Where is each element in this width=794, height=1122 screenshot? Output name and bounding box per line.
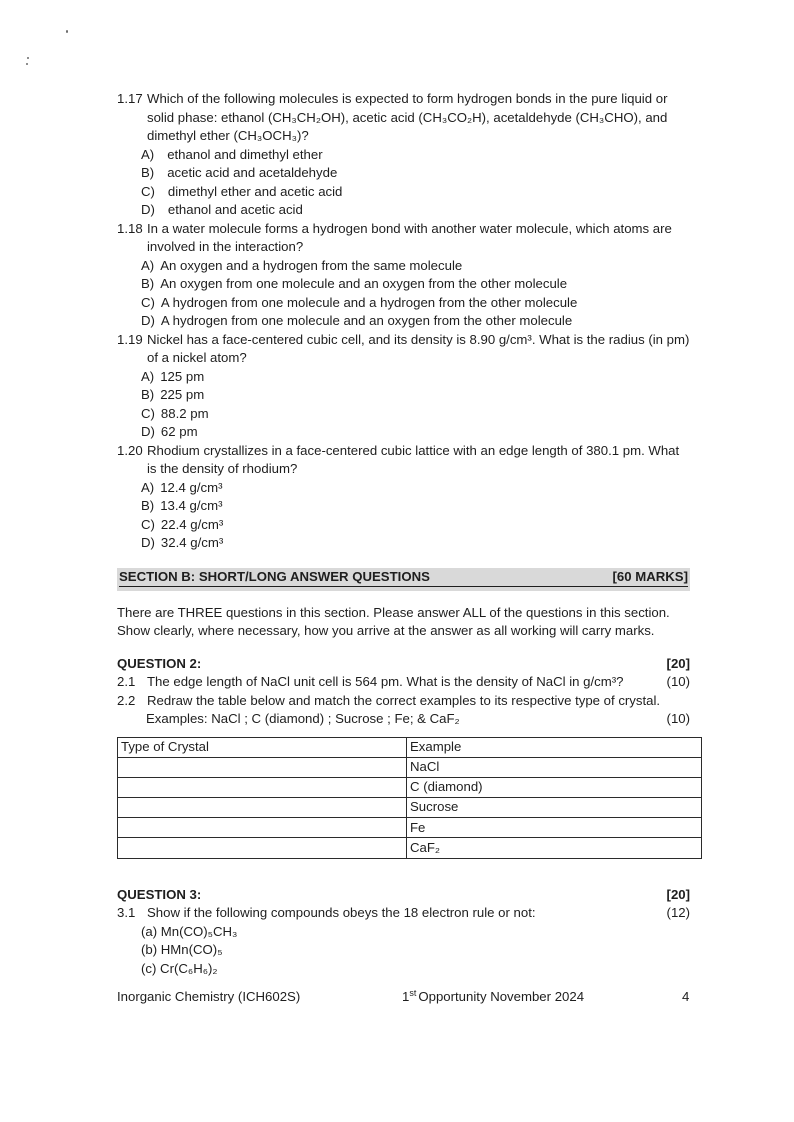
compound-a: (a) Mn(CO)₅CH₃ bbox=[141, 923, 238, 939]
option-text: An oxygen from one molecule and an oxygen from the other molecule bbox=[160, 276, 568, 291]
footer-course: Inorganic Chemistry (ICH602S) bbox=[117, 989, 301, 1004]
option-text: 125 pm bbox=[160, 368, 205, 384]
footer-exam-session bbox=[402, 988, 584, 1007]
table-header-example: Example bbox=[407, 737, 702, 757]
question-3-block bbox=[117, 886, 690, 979]
table-cell-example: NaCl bbox=[407, 757, 702, 777]
item-text: Redraw the table below and match the correct examples to its respective type of crystal. bbox=[147, 692, 661, 708]
table-cell-empty bbox=[118, 838, 407, 858]
option-label: B) bbox=[141, 276, 155, 291]
table-cell-example: C (diamond) bbox=[407, 777, 702, 797]
question-number: 1.19 bbox=[117, 331, 143, 347]
option-label: D) bbox=[141, 535, 155, 550]
option-text: ethanol and dimethyl ether bbox=[167, 146, 323, 162]
option-label: A) bbox=[141, 479, 155, 495]
option-label: A) bbox=[141, 368, 155, 384]
compound-c: (c) Cr(C₆H₆)₂ bbox=[141, 960, 218, 976]
scan-artifact bbox=[26, 63, 28, 65]
option-c bbox=[141, 516, 690, 535]
table-header-type: Type of Crystal bbox=[118, 737, 407, 757]
option-label: D) bbox=[141, 202, 155, 217]
question-text: In a water molecule forms a hydrogen bond with another water molecule, which atoms are involved in the interaction? bbox=[147, 220, 672, 254]
question-2-block bbox=[117, 655, 690, 859]
question-text: Which of the following molecules is expected to form hydrogen bonds in the pure liquid or solid phase: ethanol (CH₃CH₂OH), acetic acid (CH₃CO₂H), acetaldehyde (CH₃CHO), and dimethyl ether (CH₃OCH₃)? bbox=[147, 91, 668, 143]
table-cell-example: Fe bbox=[407, 818, 702, 838]
table-header-row bbox=[118, 737, 702, 757]
option-label: C) bbox=[141, 405, 155, 421]
question-number: 1.18 bbox=[117, 220, 143, 236]
option-c bbox=[141, 405, 690, 424]
table-row bbox=[118, 757, 702, 777]
item-marks: (12) bbox=[666, 905, 690, 921]
footer-session-number: 1 bbox=[402, 989, 410, 1004]
option-label: C) bbox=[141, 516, 155, 532]
option-text: 13.4 g/cm³ bbox=[160, 498, 223, 513]
option-text: dimethyl ether and acetic acid bbox=[167, 183, 343, 199]
question-text: Nickel has a face-centered cubic cell, and its density is 8.90 g/cm³. What is the radius (in pm) of a nickel atom? bbox=[147, 331, 690, 365]
question-3-marks: [20] bbox=[666, 886, 690, 902]
question-2-2-examples bbox=[117, 710, 690, 729]
option-a bbox=[141, 257, 690, 276]
option-text: 225 pm bbox=[160, 387, 205, 402]
item-number: 2.2 bbox=[117, 692, 136, 708]
option-text: 32.4 g/cm³ bbox=[160, 535, 224, 550]
table-row bbox=[118, 818, 702, 838]
option-label: D) bbox=[141, 313, 155, 328]
section-marks: [60 MARKS] bbox=[612, 568, 688, 584]
option-b bbox=[141, 164, 690, 183]
compound-b: (b) HMn(CO)₅ bbox=[141, 942, 223, 958]
table-row bbox=[118, 777, 702, 797]
table-row bbox=[118, 798, 702, 818]
scan-artifact bbox=[66, 30, 68, 33]
item-marks: (10) bbox=[666, 674, 690, 689]
option-b bbox=[141, 497, 690, 516]
item-marks: (10) bbox=[666, 711, 690, 726]
option-b bbox=[141, 386, 690, 405]
option-text: 22.4 g/cm³ bbox=[160, 516, 224, 532]
examples-text: Examples: NaCl ; C (diamond) ; Sucrose ; Fe; & CaF₂ bbox=[146, 711, 460, 726]
option-label: B) bbox=[141, 498, 155, 513]
option-a bbox=[141, 368, 690, 387]
option-text: 62 pm bbox=[160, 424, 198, 439]
question-2-2 bbox=[117, 692, 690, 711]
option-text: acetic acid and acetaldehyde bbox=[167, 165, 338, 180]
question-2-1 bbox=[117, 673, 690, 692]
item-number: 3.1 bbox=[117, 905, 136, 921]
table-cell-example: CaF₂ bbox=[407, 838, 702, 858]
option-label: B) bbox=[141, 165, 155, 180]
table-cell-empty bbox=[118, 757, 407, 777]
page-footer bbox=[0, 988, 794, 1008]
question-3-1 bbox=[117, 904, 690, 923]
option-a bbox=[141, 479, 690, 498]
option-label: C) bbox=[141, 183, 155, 199]
option-d bbox=[141, 312, 690, 331]
option-a bbox=[141, 146, 690, 165]
question-text: Rhodium crystallizes in a face-centered cubic lattice with an edge length of 380.1 pm. What is the density of rhodium? bbox=[147, 442, 680, 476]
question-number: 1.17 bbox=[117, 91, 143, 106]
item-text: Show if the following compounds obeys the 18 electron rule or not: bbox=[147, 905, 536, 921]
option-c bbox=[141, 183, 690, 202]
section-b-header-bar bbox=[117, 568, 690, 591]
option-c bbox=[141, 294, 690, 313]
option-text: A hydrogen from one molecule and a hydrogen from the other molecule bbox=[160, 294, 578, 310]
section-title: SECTION B: SHORT/LONG ANSWER QUESTIONS bbox=[119, 568, 430, 584]
table-row bbox=[118, 838, 702, 858]
option-text: 88.2 pm bbox=[160, 405, 209, 421]
question-number: 1.20 bbox=[117, 442, 143, 458]
page-number: 4 bbox=[682, 989, 690, 1004]
crystal-table bbox=[117, 737, 702, 859]
option-d bbox=[141, 423, 690, 442]
option-d bbox=[141, 201, 690, 220]
question-2-title: QUESTION 2: bbox=[117, 655, 202, 671]
option-label: A) bbox=[141, 257, 155, 273]
option-label: C) bbox=[141, 294, 155, 310]
page-content bbox=[117, 90, 690, 978]
question-1-19 bbox=[117, 331, 690, 442]
table-cell-empty bbox=[118, 777, 407, 797]
item-text: The edge length of NaCl unit cell is 564 pm. What is the density of NaCl in g/cm³? bbox=[147, 674, 624, 689]
option-label: D) bbox=[141, 424, 155, 439]
option-text: 12.4 g/cm³ bbox=[160, 479, 223, 495]
table-cell-empty bbox=[118, 818, 407, 838]
table-cell-empty bbox=[118, 798, 407, 818]
section-b-instructions: There are THREE questions in this section. Please answer ALL of the questions in this section. Show clearly, where necessary, how you arrive at the answer as all working will carry marks. bbox=[117, 604, 670, 638]
item-number: 2.1 bbox=[117, 674, 136, 689]
option-text: ethanol and acetic acid bbox=[167, 202, 303, 217]
scan-artifact bbox=[27, 57, 29, 59]
option-text: An oxygen and a hydrogen from the same molecule bbox=[160, 257, 463, 273]
option-label: A) bbox=[141, 146, 155, 162]
question-1-17 bbox=[117, 90, 690, 220]
question-2-marks: [20] bbox=[666, 655, 690, 671]
question-1-20 bbox=[117, 442, 690, 553]
option-text: A hydrogen from one molecule and an oxygen from the other molecule bbox=[160, 313, 573, 328]
option-d bbox=[141, 534, 690, 553]
question-1-18 bbox=[117, 220, 690, 331]
footer-session-text: Opportunity November 2024 bbox=[418, 989, 585, 1004]
option-b bbox=[141, 275, 690, 294]
question-3-title: QUESTION 3: bbox=[117, 886, 202, 902]
footer-session-ordinal: st bbox=[409, 987, 417, 998]
table-cell-example: Sucrose bbox=[407, 798, 702, 818]
option-label: B) bbox=[141, 387, 155, 402]
